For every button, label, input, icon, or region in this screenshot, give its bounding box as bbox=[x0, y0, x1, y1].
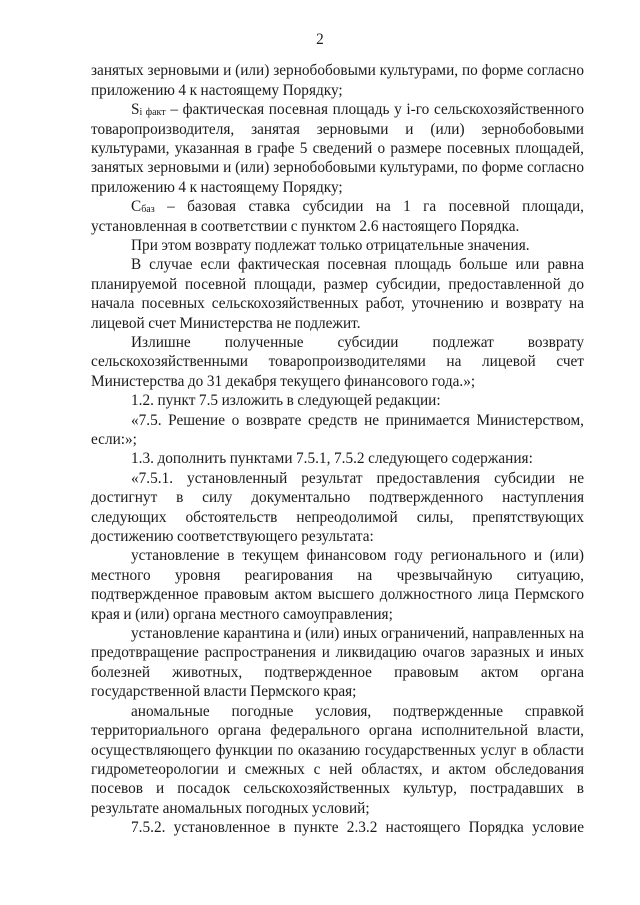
paragraph-c-base-definition bbox=[91, 197, 584, 236]
page-number: 2 bbox=[316, 31, 324, 48]
symbol-c-subscript: баз bbox=[141, 204, 155, 216]
paragraph: занятых зерновыми и (или) зернобобовыми культурами, по форме согласно приложению 4 к настоящему Порядку; bbox=[91, 62, 584, 99]
paragraph: установление в текущем финансовом году регионального и (или) местного уровня реагирования на чрезвычайную ситуацию, подтвержденное правовым актом высшего должностного лица Пермского края и (или) органа местного самоуправления; bbox=[91, 547, 584, 623]
paragraph: 7.5.2. установленное в пункте 2.3.2 настоящего Порядка условие bbox=[131, 819, 584, 837]
paragraph: аномальные погодные условия, подтвержденные справкой территориального органа федерального органа исполнительной власти, осуществляющего функции по оказанию государственных услуг в области гидрометеорологии и смежных с ней областях, и актом обследования посевов и посадок сельскохозяйственных культур, пострадавших в результате аномальных погодных условий; bbox=[91, 702, 584, 817]
paragraph: Излишне полученные субсидии подлежат возврату сельскохозяйственными товаропроизводителями на лицевой счет Министерства до 31 декабря текущего финансового года.»; bbox=[91, 333, 584, 390]
paragraph-text: – фактическая посевная площадь у i-го сельскохозяйственного товаропроизводителя, занятая зерновыми и (или) зернобобовыми культурами, указанная в графе 5 сведений о размере посевных площадей, занятых зерновыми и (или) зернобобовыми культурами, по форме согласно приложению 4 к настоящему Порядку; bbox=[91, 101, 584, 196]
paragraph: «7.5. Решение о возврате средств не принимается Министерством, если:»; bbox=[91, 411, 584, 449]
symbol-s: S bbox=[131, 101, 140, 119]
paragraph: В случае если фактическая посевная площадь больше или равна планируемой посевной площади, размер субсидии, предоставленной до начала посевных сельскохозяйственных работ, уточнению и возврату на лицевой счет Министерства не подлежит. bbox=[91, 256, 584, 332]
paragraph: 1.2. пункт 7.5 изложить в следующей редакции: bbox=[131, 392, 441, 410]
symbol-s-subscript: i факт bbox=[139, 107, 166, 119]
paragraph: установление карантина и (или) иных ограничений, направленных на предотвращение распространения и ликвидацию очагов заразных и иных болезней животных, подтвержденное правовым актом органа государственной власти Пермского края; bbox=[91, 625, 584, 701]
paragraph-s-fact-definition bbox=[91, 100, 584, 197]
paragraph: «7.5.1. установленный результат предоставления субсидии не достигнут в силу документально подтвержденного наступления следующих обстоятельств непреодолимой силы, препятствующих достижению соответствующего результата: bbox=[91, 469, 584, 546]
paragraph-text: – базовая ставка субсидии на 1 га посевной площади, установленная в соответствии с пунктом 2.6 настоящего Порядка. bbox=[91, 198, 585, 235]
paragraph: 1.3. дополнить пунктами 7.5.1, 7.5.2 следующего содержания: bbox=[131, 450, 533, 468]
document-body bbox=[91, 61, 584, 837]
paragraph: При этом возврату подлежат только отрицательные значения. bbox=[131, 236, 530, 254]
symbol-c: C bbox=[131, 198, 142, 216]
